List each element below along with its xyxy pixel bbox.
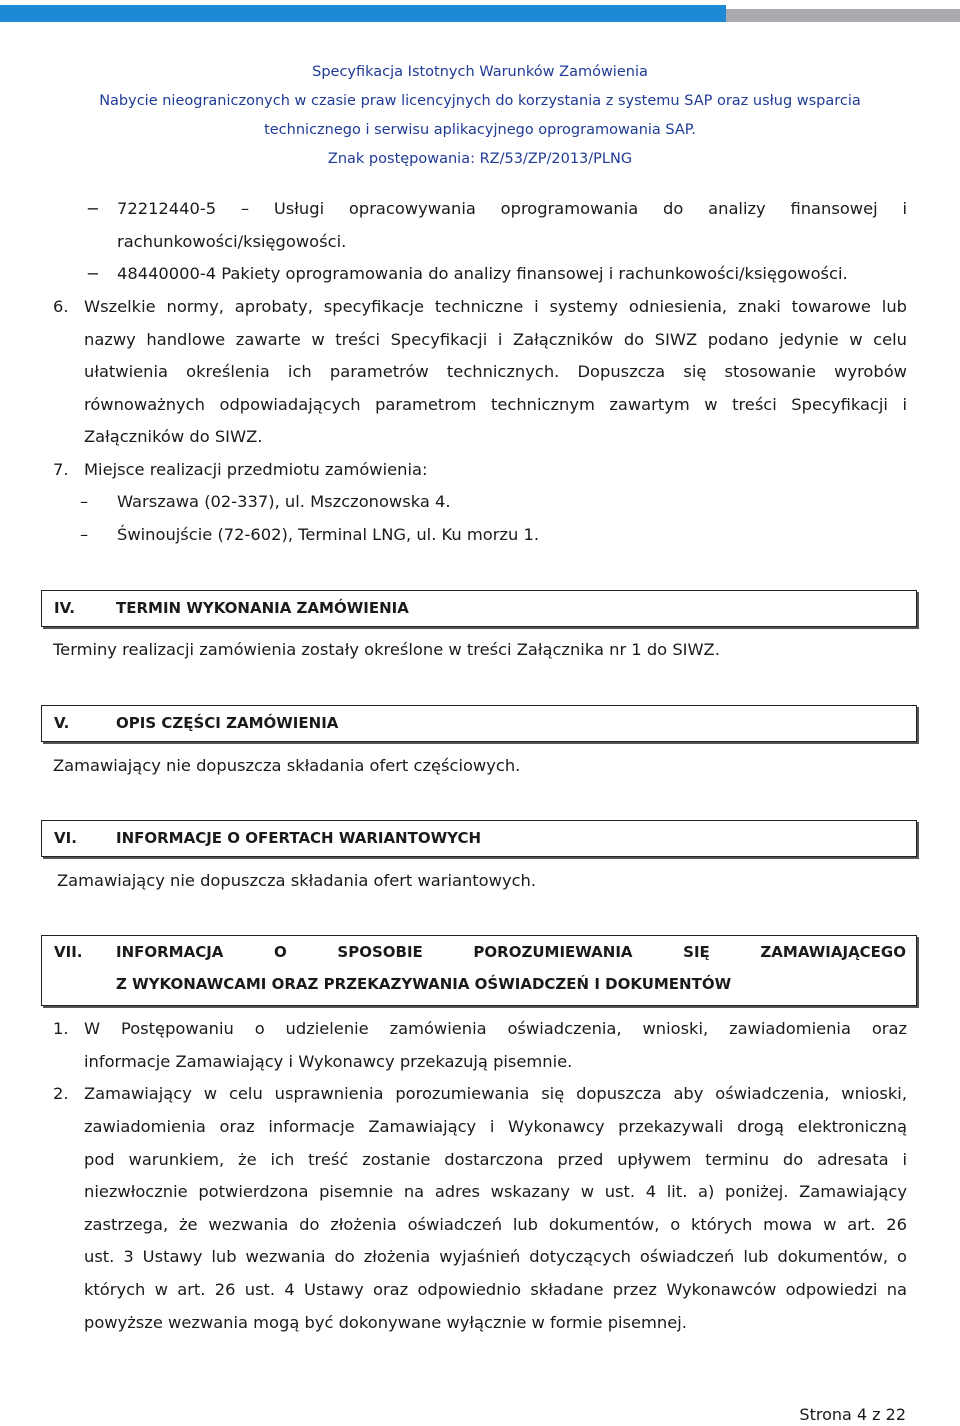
section-number: IV. xyxy=(54,599,75,617)
header-subject-line-2: technicznego i serwisu aplikacyjnego oprogramowania SAP. xyxy=(264,122,696,138)
header-bar-gray xyxy=(726,9,960,22)
item-2-line-4: niezwłocznie potwierdzona pisemnie na adres wskazany w ust. 4 lit. a) poniżej. Zamawiający xyxy=(84,1182,907,1201)
header-color-bar xyxy=(0,5,960,22)
header-reference: Znak postępowania: RZ/53/ZP/2013/PLNG xyxy=(327,151,633,167)
point-7-title: Miejsce realizacji przedmiotu zamówienia: xyxy=(84,460,428,479)
dash-bullet: – xyxy=(80,525,89,544)
section-number: VII. xyxy=(54,943,83,961)
cpv-item-1-line-2: rachunkowości/księgowości. xyxy=(117,232,347,251)
section-v-text: Zamawiający nie dopuszcza składania ofert częściowych. xyxy=(53,756,521,775)
item-2-line-1: Zamawiający w celu usprawnienia porozumiewania się dopuszcza aby oświadczenia, wnioski, xyxy=(84,1084,907,1103)
section-number: V. xyxy=(54,714,70,732)
location-swinoujscie: Świnoujście (72-602), Terminal LNG, ul. Ku morzu 1. xyxy=(117,525,540,544)
point-6-number: 6. xyxy=(53,297,69,316)
section-title: TERMIN WYKONANIA ZAMÓWIENIA xyxy=(116,599,409,617)
section-iv-text: Terminy realizacji zamówienia zostały określone w treści Załącznika nr 1 do SIWZ. xyxy=(53,640,720,659)
header-bar-blue xyxy=(0,5,726,22)
point-6-line-5: Załączników do SIWZ. xyxy=(84,427,263,446)
item-1-line-2: informacje Zamawiający i Wykonawcy przekazują pisemnie. xyxy=(84,1052,573,1071)
page-number: Strona 4 z 22 xyxy=(799,1405,906,1424)
section-title: OPIS CZĘŚCI ZAMÓWIENIA xyxy=(116,714,339,732)
section-heading-iv xyxy=(41,590,917,627)
item-2-line-7: których w art. 26 ust. 4 Ustawy oraz odpowiednio składane przez Wykonawców odpowiedzi na xyxy=(84,1280,907,1299)
cpv-item-1-line-1: 72212440-5 – Usługi opracowywania oprogramowania do analizy finansowej i xyxy=(117,199,907,218)
location-warszawa: Warszawa (02-337), ul. Mszczonowska 4. xyxy=(117,492,451,511)
item-2-line-3: pod warunkiem, że ich treść zostanie dostarczona przed upływem terminu do adresata i xyxy=(84,1150,907,1169)
item-2-line-6: ust. 3 Ustawy lub wezwania do złożenia wyjaśnień dotyczących oświadczeń lub dokumentów, o xyxy=(84,1247,907,1266)
item-2-number: 2. xyxy=(53,1084,69,1103)
item-1-number: 1. xyxy=(53,1019,69,1038)
section-heading-vii xyxy=(41,935,917,1006)
item-2-line-5: zastrzega, że wezwania do złożenia oświadczeń lub dokumentów, o których mowa w art. 26 xyxy=(84,1215,907,1234)
dash-bullet: – xyxy=(80,492,89,511)
section-title-line-1: INFORMACJA O SPOSOBIE POROZUMIEWANIA SIĘ ZAMAWIAJĄCEGO xyxy=(116,943,906,961)
point-6-line-4: równoważnych odpowiadających parametrom technicznym zawartym w treści Specyfikacji i xyxy=(84,395,907,414)
section-title: INFORMACJE O OFERTACH WARIANTOWYCH xyxy=(116,829,482,847)
header-title: Specyfikacja Istotnych Warunków Zamówienia xyxy=(312,64,648,80)
point-6-line-3: ułatwienia określenia ich parametrów technicznych. Dopuszcza się stosowanie wyrobów xyxy=(84,362,907,381)
item-2-line-2: zawiadomienia oraz informacje Zamawiający i Wykonawcy przekazywali drogą elektroniczną xyxy=(84,1117,907,1136)
dash-bullet: − xyxy=(86,264,100,283)
item-2-line-8: powyższe wezwania mogą być dokonywane wyłącznie w formie pisemnej. xyxy=(84,1313,687,1332)
item-1-line-1: W Postępowaniu o udzielenie zamówienia oświadczenia, wnioski, zawiadomienia oraz xyxy=(84,1019,907,1038)
cpv-item-2: 48440000-4 Pakiety oprogramowania do analizy finansowej i rachunkowości/księgowości. xyxy=(117,264,848,283)
point-7-number: 7. xyxy=(53,460,69,479)
section-number: VI. xyxy=(54,829,77,847)
dash-bullet: − xyxy=(86,199,100,218)
section-vi-text: Zamawiający nie dopuszcza składania ofert wariantowych. xyxy=(57,871,537,890)
section-title-line-2: Z WYKONAWCAMI ORAZ PRZEKAZYWANIA OŚWIADCZEŃ I DOKUMENTÓW xyxy=(116,975,732,993)
document-header xyxy=(0,58,960,174)
point-6-line-2: nazwy handlowe zawarte w treści Specyfikacji i Załączników do SIWZ podano jedynie w celu xyxy=(84,330,907,349)
section-heading-v xyxy=(41,705,917,742)
section-heading-vi xyxy=(41,820,917,857)
point-6-line-1: Wszelkie normy, aprobaty, specyfikacje techniczne i systemy odniesienia, znaki towarowe lub xyxy=(84,297,907,316)
header-subject-line-1: Nabycie nieograniczonych w czasie praw licencyjnych do korzystania z systemu SAP oraz usług wsparcia xyxy=(99,93,861,109)
